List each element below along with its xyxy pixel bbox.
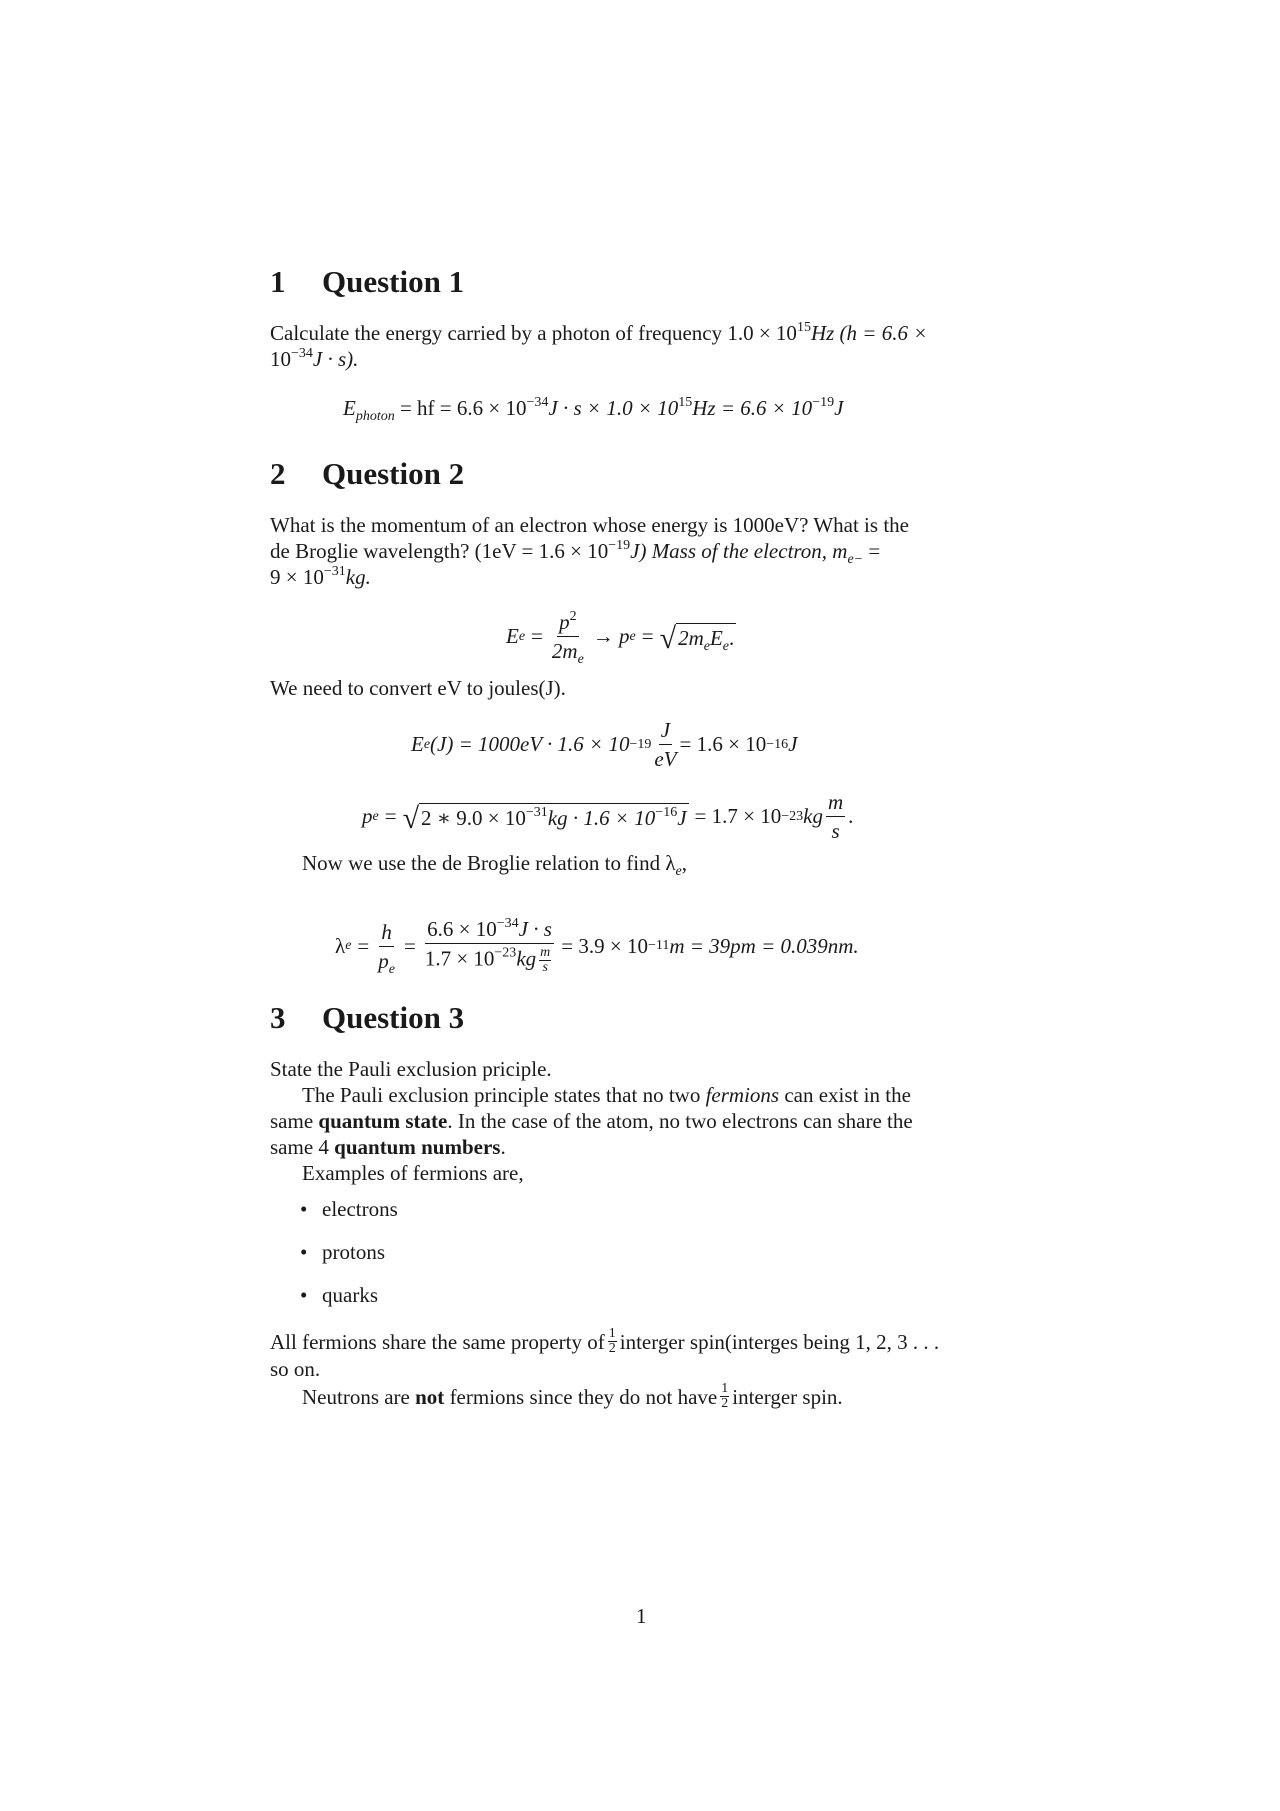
eq3-sqrt-exp2: −16 — [655, 804, 678, 820]
half-fraction — [608, 1327, 617, 1356]
q2-equation-2: E e (J) = 1000eV · 1.6 × 10 −19 $\frac{J}{eV}$ = 1.6 × 10 −16 J — [411, 718, 798, 771]
eq4-fraction-1 — [378, 919, 395, 977]
eq3-sqrt-c: J — [677, 805, 687, 830]
q3-paragraph-line3 — [270, 1134, 1015, 1160]
neutron-bold: not — [415, 1384, 445, 1409]
q1-prompt-line1: Calculate the energy carried by a photon of frequency 1.0 × 10 — [270, 321, 797, 345]
eq4-unit-fraction — [539, 946, 551, 975]
bullet-icon: • — [300, 1240, 308, 1264]
eq4-lhs: λ — [335, 933, 346, 958]
q2-debroglie-text — [302, 850, 687, 879]
section-title: Question 1 — [322, 264, 465, 299]
section-title: Question 3 — [322, 1000, 465, 1035]
neutron-text-b: fermions since they do not have — [449, 1384, 718, 1409]
half-num: 1 — [608, 1326, 616, 1341]
neutron-text-a: Neutrons are — [302, 1384, 410, 1409]
section-heading-1 — [270, 264, 464, 300]
eq3-sqrt-a: 2 ∗ 9.0 × 10 — [421, 805, 526, 830]
q2-equation-3: p e = √ 2 ∗ $9.0 \times 10^{-31}kg \cdot 1.6 \times 10^{-16}J$ = 1.7 × 10 −23 kg $\frac{m}{s}$ . — [362, 790, 854, 843]
q2-equation-1: E e = $\frac{p^2}{2m_e}$ → p e = √ $2m_eE_e$. — [506, 609, 735, 667]
eq4-f2-num-b: J · s — [518, 917, 552, 941]
eq2-b: = 1.6 × 10 — [679, 732, 767, 756]
eq1-sqrt-sub1: e — [703, 638, 710, 654]
neutron-text-c: interger spin. — [732, 1384, 843, 1409]
eq1-sqrt-a: 2m — [678, 625, 704, 650]
q3-p2-b: . In the case of the atom, no two electrons can share the — [447, 1109, 913, 1133]
list-item — [300, 1282, 398, 1325]
eq1-fraction — [551, 609, 584, 667]
q3-spin-text — [270, 1327, 1015, 1411]
eq1-lhs: E — [506, 624, 519, 648]
page-number: 1 — [636, 1604, 647, 1628]
eq2-c: J — [788, 732, 798, 756]
q1-equation — [343, 395, 844, 424]
half-fraction-2 — [720, 1382, 729, 1411]
eq1-frac-num: p — [559, 610, 570, 634]
section-number: 3 — [270, 1000, 286, 1035]
fermion-list — [300, 1196, 398, 1325]
q2-prompt-line2-b: J) Mass of the electron, m — [630, 539, 848, 563]
eq4-f2-num-exp: −34 — [496, 916, 519, 931]
section-title: Question 2 — [322, 456, 465, 491]
q2-prompt-line2-exp: −19 — [608, 538, 631, 553]
q1-prompt — [270, 320, 1010, 372]
eq2-frac-den: eV — [654, 747, 677, 771]
eq2-fraction — [654, 718, 676, 771]
q3-p1-em: fermions — [705, 1083, 780, 1107]
eq4-fraction-2 — [425, 917, 554, 975]
eq4-f2-den-exp: −23 — [494, 945, 517, 961]
q3-p3-b: . — [500, 1135, 506, 1159]
q1-eq-mid3: Hz = 6.6 × 10 — [692, 396, 813, 420]
half-den: 2 — [721, 1396, 729, 1411]
debroglie-sub: e — [675, 864, 682, 879]
list-item — [300, 1239, 398, 1282]
q2-prompt — [270, 512, 1015, 590]
sqrt-icon: √ — [659, 621, 677, 655]
debroglie-text-b: , — [681, 851, 687, 875]
q2-prompt-line2-c: = — [868, 539, 881, 563]
eq3-sqrt-b: kg · 1.6 × 10 — [547, 805, 656, 830]
section-heading-3 — [270, 1000, 464, 1036]
q3-body — [270, 1056, 1015, 1186]
eq4-equals-2: = — [403, 933, 416, 958]
q2-convert-text: We need to convert eV to joules(J). — [270, 676, 566, 700]
q2-prompt-line3-a: 9 × 10 — [270, 565, 324, 589]
section-heading-2 — [270, 456, 464, 492]
eq1-sqrt — [659, 621, 737, 655]
q1-prompt-line2-tail: J · s). — [312, 347, 359, 371]
eq4-f2-den-a: 1.7 × 10 — [424, 946, 495, 971]
q3-p1-a: The Pauli exclusion principle states that no two — [302, 1083, 701, 1107]
q2-prompt-line3-exp: −31 — [323, 564, 346, 579]
eq1-end: . — [729, 625, 735, 650]
q3-p3-a: same 4 — [270, 1135, 329, 1159]
eq3-equals: = — [384, 804, 397, 828]
q1-eq-mid2: J · s × 1.0 × 10 — [548, 396, 679, 420]
eq3-frac-den: s — [831, 819, 840, 843]
q1-eq-exp3: −19 — [812, 395, 835, 410]
section-number: 1 — [270, 264, 286, 299]
q1-eq-mid: = hf = 6.6 × 10 — [399, 396, 527, 420]
q1-prompt-line2-exp: −34 — [291, 346, 313, 361]
q1-eq-lhs: E — [343, 396, 356, 420]
q1-freq-exp: 15 — [796, 320, 811, 335]
sqrt-icon: √ — [402, 801, 420, 835]
eq3-end: . — [848, 804, 854, 828]
eq3-c: kg — [803, 804, 823, 828]
q3-p1-b: can exist in the — [784, 1083, 911, 1107]
eq2-frac-num: J — [660, 718, 671, 742]
eq3-sqrt — [402, 801, 689, 835]
eq4-f2-den-b: kg — [516, 946, 537, 971]
spin-text-a: All fermions share the same property of — [270, 1329, 605, 1354]
section-number: 2 — [270, 456, 286, 491]
eq1-sqrt-sub2: e — [722, 638, 729, 654]
q3-prompt: State the Pauli exclusion priciple. — [270, 1057, 552, 1081]
q3-paragraph-line1 — [270, 1082, 1015, 1108]
eq1-frac-num-exp: 2 — [569, 609, 577, 624]
list-item-label: protons — [322, 1240, 385, 1264]
spin-text-line2: so on. — [270, 1357, 321, 1381]
list-item-label: quarks — [322, 1283, 378, 1307]
q1-eq-lhs-sub: photon — [355, 409, 395, 424]
q3-paragraph-line2 — [270, 1108, 1015, 1134]
eq3-sqrt-exp1: −31 — [525, 804, 548, 820]
q3-p2-bold: quantum state — [318, 1109, 448, 1133]
q1-eq-end: J — [834, 396, 844, 420]
q2-equation-4: λ e = $\frac{h}{p_e}$ = $6.6 \times 10^{-34}J \cdot s$ $1.7 \times 10^{-23}kg$ $\frac{m}{s}$ = 3.9 × 10 −11 m = 39pm = 0.039nm. — [335, 916, 859, 977]
eq1-frac-den-sub: e — [577, 652, 584, 667]
eq4-unit-num: m — [540, 945, 551, 960]
spin-text-b: interger spin(interges being 1, 2, 3 . . . — [619, 1329, 940, 1354]
q1-prompt-line2-base: 10 — [270, 347, 291, 371]
eq4-f1-num: h — [381, 919, 392, 944]
eq2-lhs: E — [411, 732, 424, 756]
eq4-f2-num-a: 6.6 × 10 — [427, 917, 497, 941]
q2-prompt-line2-a: de Broglie wavelength? (1eV = 1.6 × 10 — [270, 539, 609, 563]
eq4-unit-den: s — [542, 960, 548, 975]
q2-prompt-line2-sub: e− — [847, 552, 864, 567]
debroglie-text-a: Now we use the de Broglie relation to find λ — [302, 851, 676, 875]
eq1-arrow: → p — [592, 624, 630, 648]
eq3-b: = 1.7 × 10 — [694, 804, 782, 828]
eq3-lhs: p — [362, 804, 373, 828]
q2-prompt-line1: What is the momentum of an electron whose energy is 1000eV? What is the — [270, 513, 909, 537]
eq4-f1-den: p — [378, 948, 389, 973]
bullet-icon: • — [300, 1283, 308, 1307]
list-item — [300, 1196, 398, 1239]
q2-prompt-line3-b: kg. — [345, 565, 371, 589]
eq1-sqrt-b: E — [709, 625, 723, 650]
eq3-fraction — [826, 790, 845, 843]
eq2-a: (J) = 1000eV · 1.6 × 10 — [430, 732, 630, 756]
q3-p2-a: same — [270, 1109, 314, 1133]
eq1-equals: = — [531, 624, 543, 648]
eq4-equals: = — [357, 933, 370, 958]
eq4-rhs-b: m = 39pm = 0.039nm. — [669, 933, 859, 958]
q1-eq-exp1: −34 — [526, 395, 549, 410]
q1-prompt-line1-tail: Hz (h = 6.6 × — [810, 321, 928, 345]
eq4-f1-den-sub: e — [388, 961, 395, 977]
eq1-frac-den: 2m — [551, 639, 578, 663]
q3-examples-intro: Examples of fermions are, — [302, 1161, 524, 1185]
eq3-frac-num: m — [827, 790, 844, 814]
eq4-rhs-a: = 3.9 × 10 — [561, 933, 648, 958]
eq1-equals-2: = — [641, 624, 654, 648]
half-den: 2 — [608, 1341, 616, 1356]
bullet-icon: • — [300, 1197, 308, 1221]
list-item-label: electrons — [322, 1197, 398, 1221]
q1-eq-exp2: 15 — [678, 395, 693, 410]
half-num: 1 — [721, 1381, 729, 1396]
q3-p3-bold: quantum numbers — [334, 1135, 501, 1159]
